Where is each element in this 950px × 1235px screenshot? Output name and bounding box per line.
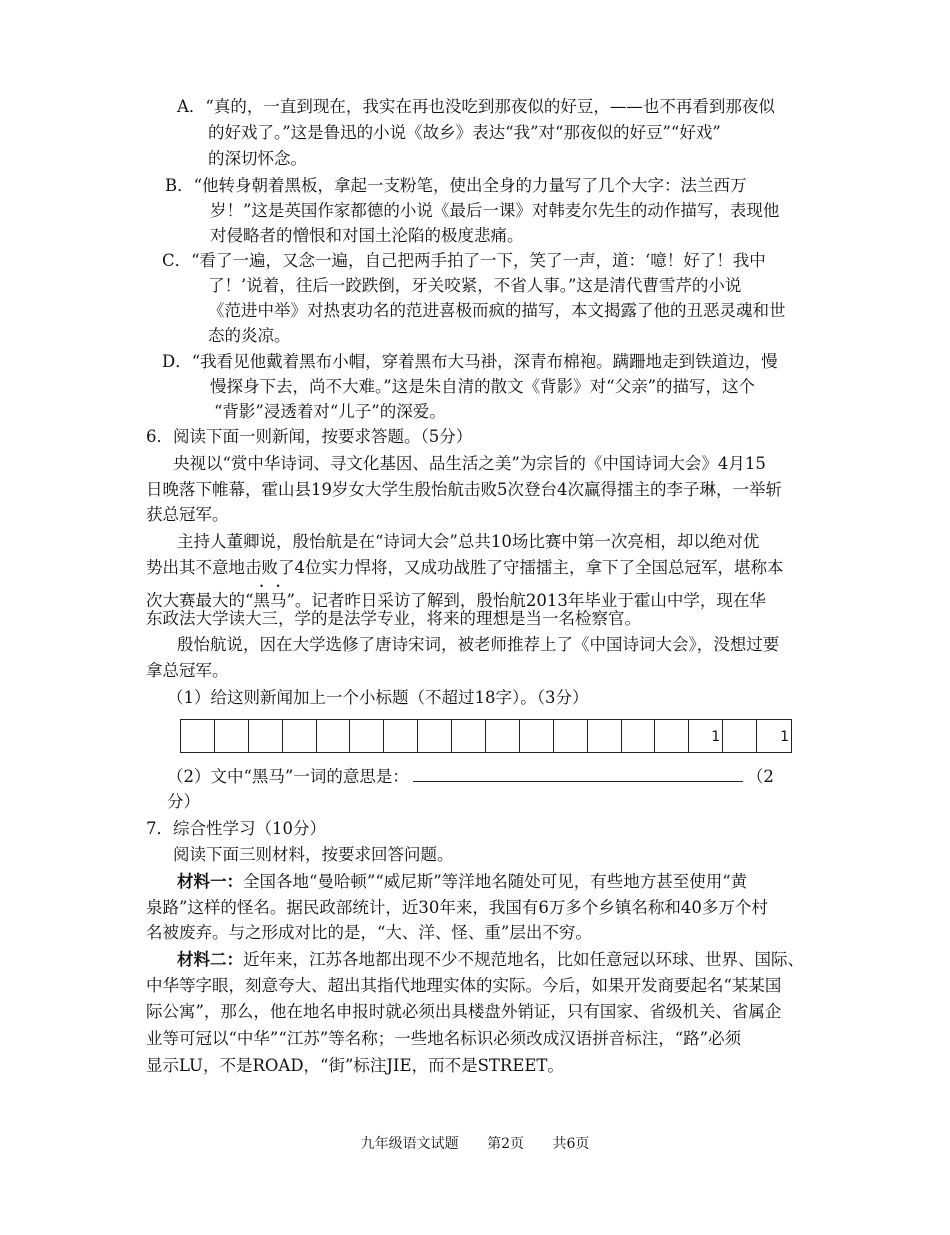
grid-cell[interactable] (757, 720, 791, 752)
q6-sub2-score: （2 (746, 767, 774, 786)
option-b-line-3: 对侵略者的憎恨和对国土沦陷的极度悲痛。 (210, 226, 524, 245)
grid-cell[interactable] (215, 720, 249, 752)
grid-cell[interactable] (622, 720, 656, 752)
emphasized-heima: 黑马 (253, 591, 287, 610)
q6-p1-line-1: 央视以“赏中华诗词、寻文化基因、品生活之美”为宗旨的《中国诗词大会》4月15 (173, 454, 766, 473)
grid-cell[interactable] (655, 720, 689, 752)
footer-total-pages: 共6页 (552, 1136, 590, 1152)
q6-p3-line-1: 殷怡航说，因在大学选修了唐诗宋词，被老师推荐上了《中国诗词大会》，没想过要 (177, 635, 780, 654)
grid-cell[interactable] (418, 720, 452, 752)
option-d-line-2: 慢探身下去，尚不大难。”这是朱自清的散文《背影》对“父亲”的描写，这个 (210, 377, 756, 396)
option-b-line-2: 岁！”这是英国作家都德的小说《最后一课》对韩麦尔先生的动作描写，表现他 (210, 201, 780, 220)
footer-title: 九年级语文试题 (360, 1136, 459, 1152)
grid-cell[interactable] (384, 720, 418, 752)
material-1-line-3: 名被废弃。与之形成对比的是，“大、洋、怪、重”层出不穷。 (146, 923, 592, 942)
q6-sub2 (167, 765, 774, 789)
q6-sub2-prompt: （2）文中“黑马”一词的意思是： (167, 767, 409, 786)
q7-intro: 阅读下面三则材料，按要求回答问题。 (173, 845, 454, 864)
option-a-line-1: A．“真的，一直到现在，我实在再也没吃到那夜似的好豆，——也不再看到那夜似 (177, 97, 775, 116)
q7-heading: 7．综合性学习（10分） (146, 819, 326, 838)
grid-cell[interactable] (350, 720, 384, 752)
q6-p2-line-3-pre: 次大赛最大的“ (146, 591, 254, 610)
grid-cell[interactable] (554, 720, 588, 752)
title-answer-grid[interactable] (180, 719, 792, 753)
answer-blank[interactable] (413, 765, 743, 782)
option-b-line-1: B．“他转身朝着黑板，拿起一支粉笔，使出全身的力量写了几个大字：法兰西万 (165, 176, 747, 195)
option-c-line-4: 态的炎凉。 (208, 326, 291, 345)
grid-mark: 1 (711, 729, 721, 745)
q6-sub2-score-tail: 分） (167, 792, 200, 811)
grid-cell[interactable] (452, 720, 486, 752)
material-1-label: 材料一： (177, 872, 243, 891)
material-1-text: 全国各地“曼哈顿”“威尼斯”等洋地名随处可见，有些地方甚至使用“黄 (243, 872, 748, 891)
q6-p2-line-1: 主持人董卿说，殷怡航是在“诗词大会”总共10场比赛中第一次亮相，却以绝对优 (177, 532, 760, 551)
grid-cell[interactable] (181, 720, 215, 752)
grid-cell[interactable] (723, 720, 757, 752)
grid-cell[interactable] (689, 720, 723, 752)
q6-p1-line-2: 日晚落下帷幕，霍山县19岁女大学生殷怡航击败5次登台4次赢得擂主的李子琳，一举斩 (146, 480, 782, 499)
option-d-line-1: D．“我看见他戴着黑布小帽，穿着黑布大马褂，深青布棉袍。蹒跚地走到铁道边，慢 (162, 352, 778, 371)
material-2-line-3: 际公寓”，那么，他在地名申报时就必须出具楼盘外销证，只有国家、省级机关、省属企 (146, 1002, 782, 1021)
q6-p2-line-2: 势出其不意地击败了4位实力悍将，又成功战胜了守擂擂主，拿下了全国总冠军，堪称本 (146, 558, 784, 577)
q6-heading: 6．阅读下面一则新闻，按要求答题。（5分） (146, 427, 473, 446)
q6-p1-line-3: 获总冠军。 (146, 505, 229, 524)
grid-cell[interactable] (249, 720, 283, 752)
material-2-line-5: 显示LU，不是ROAD，“街”标注JIE，而不是STREET。 (146, 1056, 564, 1075)
option-c-line-3: 《范进中举》对热衷功名的范进喜极而疯的描写，本文揭露了他的丑恶灵魂和世 (208, 301, 786, 320)
material-2-label: 材料二： (177, 950, 243, 969)
grid-cell[interactable] (588, 720, 622, 752)
option-c-line-2: 了！’说着，往后一跤跌倒，牙关咬紧，不省人事。”这是清代曹雪芹的小说 (208, 276, 742, 295)
material-2-line-2: 中华等字眼，刻意夸大、超出其指代地理实体的实际。今后，如果开发商要起名“某某国 (146, 976, 782, 995)
material-2-line-4: 业等可冠以“中华”“江苏”等名称；一些地名标识必须改成汉语拼音标注，“路”必须 (146, 1029, 742, 1048)
material-2-line-1 (177, 948, 804, 972)
material-1-line-1 (177, 870, 747, 894)
material-2-text: 近年来，江苏各地都出现不少不规范地名，比如任意冠以环球、世界、国际、 (243, 950, 804, 969)
grid-cell[interactable] (317, 720, 351, 752)
option-a-line-3: 的深切怀念。 (208, 149, 307, 168)
grid-cell[interactable] (520, 720, 554, 752)
q6-p2-line-4: 东政法大学读大三，学的是法学专业，将来的理想是当一名检察官。 (146, 609, 641, 628)
q6-sub1: （1）给这则新闻加上一个小标题（不超过18字）。（3分） (167, 688, 589, 707)
material-1-line-2: 泉路”这样的怪名。据民政部统计，近30年来，我国有6万多个乡镇名称和40多万个村 (146, 898, 768, 917)
option-d-line-3: “背影”浸透着对“儿子”的深爱。 (214, 402, 446, 421)
footer-page-number: 第2页 (487, 1136, 524, 1152)
grid-cell[interactable] (283, 720, 317, 752)
grid-cell[interactable] (486, 720, 520, 752)
grid-mark: 1 (780, 729, 789, 745)
q6-p2-line-3-post: ”。记者昨日采访了解到，殷怡航2013年毕业于霍山中学，现在华 (286, 591, 766, 610)
page-footer (0, 1133, 950, 1153)
q6-p3-line-2: 拿总冠军。 (146, 661, 229, 680)
option-c-line-1: C．“看了一遍，又念一遍，自己把两手拍了一下，笑了一声，道：‘噫！好了！我中 (162, 251, 766, 270)
option-a-line-2: 的好戏了。”这是鲁迅的小说《故乡》表达“我”对“那夜似的好豆”“好戏” (208, 123, 721, 142)
